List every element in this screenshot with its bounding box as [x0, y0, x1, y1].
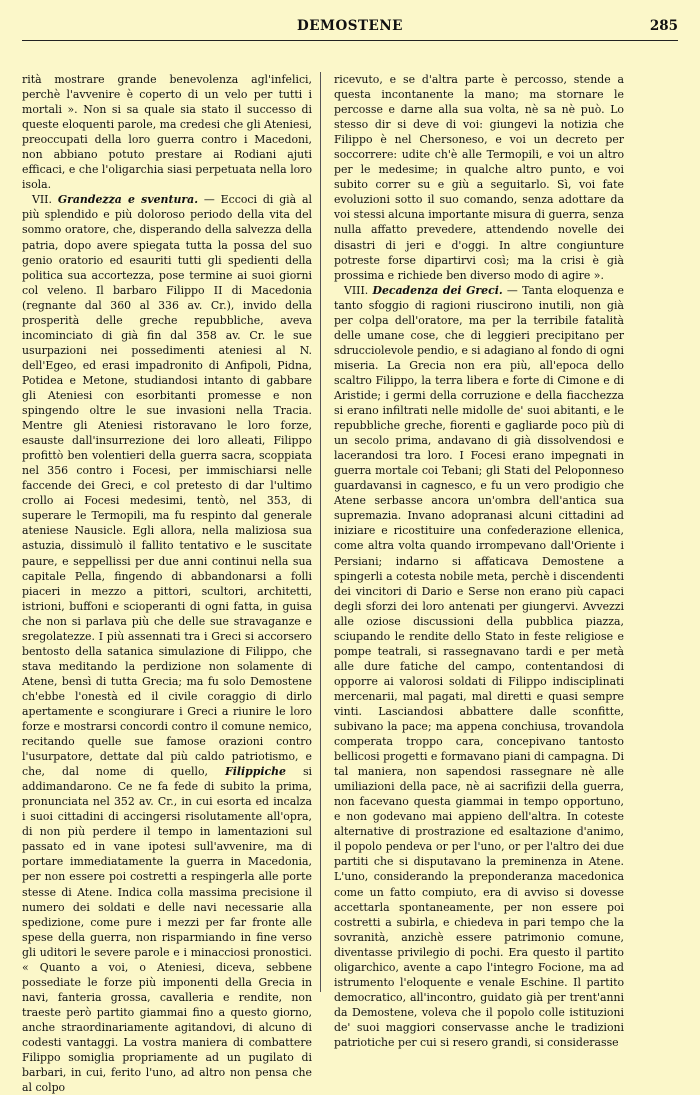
paragraph-text: si addimandarono. Ce ne fa fede di subito la prima, pronunciata nel 352 av. Cr., in cui esorta ed incalza i suoi cittadini di accingersi risolutamente all'opra, di non più perdere il tempo in lamentazioni sul passato ed in vane ipotesi sull'avvenire, ma di portare immediatamente la guerra in Macedonia, per non essere poi costretti a respingerla alle porte stesse di Atene. Indica colla massima precisione il numero dei soldati e delle navi necessarie alla spedizione, come pure i mezzi per far fronte alle spese della guerra, non risparmiando in fine verso gli uditori le severe parole e i minacciosi pronostici. « Quanto a voi, o Ateniesi, diceva, sebbene possediate le forze più imponenti della Grecia in navi, fanteria grossa, cavalleria e rendite, non traeste però partito giammai fino a questo giorno, anche straordinariamente agitandovi, di alcuno di codesti vantaggi. La vostra maniera di combattere Filippo somiglia propriamente ad un pugilato di barbari, in cui, ferito l'uno, ad altro non pensa che al colpo [22, 765, 313, 1095]
page-header [22, 18, 678, 41]
paragraph-text: ricevuto, e se d'altra parte è percosso, stende a questa incontanente la mano; ma stornare le percosse e darne alla sua volta, nè sa nè può. Lo stesso dir si deve di voi: giungevi la notizia che Filippo è nel Chersoneso, e voi un decreto per soccorrere: udite ch'è alle Termopili, e voi un altro per le medesime; in qualche altro punto, e voi subito correr su e giù a seguitarlo. Sì, voi fate evoluzioni sotto il suo comando, senza adottare da voi stessi alcuna importante misura di guerra, senza nulla affatto prevedere, attendendo novelle dei disastri di jeri e d'oggi. In altre congiunture potreste forse dipartirvi così; ma la crisi è già prossima e richiede ben diverso modo di agire ». [334, 73, 624, 282]
paragraph-text: — Eccoci di già al più splendido e più doloroso periodo della vita del sommo oratore, che, disperando della salvezza della patria, dopo avere spiegata tutta la possa del suo genio oratorio ed esauriti tutti gli spedienti della politica sua accortezza, pose termine ai suoi giorni col veleno. Il barbaro Filippo II di Macedonia (regnante dal 360 al 336 av. Cr.), invido della prosperità delle greche repubbliche, aveva incominciato di già fin dal 358 av. Cr. le sue usurpazioni nei possedimenti ateniesi al N. dell'Egeo, ed erasi impadronito di Anfipoli, Pidna, Potidea e Metone, studiandosi intanto di gabbare gli Ateniesi con esorbitanti promesse e non spingendo oltre le sue invasioni nella Tracia. Mentre gli Ateniesi ristoravano le loro forze, esauste dall'insurrezione dei loro alleati, Filippo profittò ben volentieri della guerra sacra, scoppiata nel 356 contro i Focesi, per immischiarsi nelle faccende dei Greci, e col pretesto di dar l'ultimo crollo ai Focesi medesimi, tentò, nel 353, di superare le Termopili, ma fu respinto dal generale ateniese Nausicle. Egli allora, nella maliziosa sua astuzia, dissimulò il fallito tentativo e le suscitate paure, e seppellissi per due anni continui nella sua capitale Pella, fingendo di abbandonarsi a folli piaceri in mezzo a pittori, scultori, architetti, istrioni, buffoni e scioperanti di ogni fatta, in guisa che non si parlava più che delle sue stravaganze e sregolatezze. I più assennati tra i Greci si accorsero bentosto della satanica simulazione di Filippo, che stava meditando la perdizione non solamente di Atene, bensì di tutta Grecia; ma fu solo Demostene ch'ebbe l'onestà ed il civile coraggio di dirlo apertamente e scongiurare i Greci a riunire le loro forze e mostrarsi concordi contro il comune nemico, recitando quelle sue famose orazioni contro l'usurpatore, dettate dal più caldo patriotismo, e che, dal nome di quello, [22, 193, 312, 779]
section-title: Decadenza dei Greci. [372, 283, 503, 297]
right-column [334, 72, 624, 1049]
section-paragraph [22, 192, 312, 1095]
paragraph [22, 72, 312, 192]
column-divider [320, 72, 321, 992]
section-paragraph [334, 283, 624, 1050]
paragraph [334, 72, 624, 283]
paragraph-text: — Tanta eloquenza e tanto sfoggio di ragioni riuscirono inutili, non già per colpa dell'oratore, ma per la terribile fatalità delle umane cose, che di leggieri precipitano per sdrucciolevole pendio, e si adagiano al fondo di ogni miseria. La Grecia non era più, all'epoca dello scaltro Filippo, la terra libera e forte di Cimone e di Aristide; i germi della corruzione e della fiacchezza si erano infiltrati nelle midolle de' suoi abitanti, e le repubbliche greche, fiorenti e gagliarde poco più di un secolo prima, andavano di già dissolvendosi e lacerandosi tra loro. I Focesi erano impegnati in guerra mortale coi Tebani; gli Stati del Peloponneso guardavansi in cagnesco, e fu un vero prodigio che Atene serbasse ancora un'ombra dell'antica sua supremazia. Invano adopranasi alcuni cittadini ad iniziare e ricostituire una confederazione ellenica, come altra volta quando irrompevano dall'Oriente i Persiani; indarno si affaticava Demostene a spingerli a cotesta nobile meta, perchè i discendenti dei vincitori di Dario e Serse non erano più capaci degli sforzi dei loro antenati per giungervi. Avvezzi alle oziose discussioni della pubblica piazza, sciupando le rendite dello Stato in feste religiose e pompe teatrali, si rassegnavano tardi e per metà alle dure fatiche del campo, contentandosi di opporre ai valorosi soldati di Filippo indisciplinati mercenarii, mal pagati, mal diretti e quasi sempre vinti. Lasciandosi abbattere dalle sconfitte, subivano la pace; ma appena conchiusa, trovandola comperata troppo cara, concepivano tantosto bellicosi progetti e formavano piani di campagna. Di tal maniera, non sapendosi rassegnare nè alle umiliazioni della pace, nè ai sacrifizii della guerra, non facevano questa giammai in tempo opportuno, e non godevano mai appieno dell'altra. In coteste alternative di prostrazione ed esaltazione d'animo, il popolo pendeva or per l'uno, or per l'altro dei due partiti che si disputavano la preminenza in Atene. L'uno, considerando la preponderanza macedonica come un fatto compiuto, era di avviso si dovesse accettarla spontaneamente, per non essere poi costretti a subirla, e chiedeva in pari tempo che la sovranità, anzichè essere patrimonio comune, diventasse privilegio di pochi. Era questo il partito oligarchico, avente a capo l'integro Focione, ma ad istrumento l'eloquente e venale Eschine. Il partito democratico, all'incontro, guidato già per trent'anni da Demostene, voleva che il popolo colle istituzioni de' suoi maggiori conservasse anche le tradizioni patriotiche per cui si resero grandi, si considerasse [334, 283, 624, 1049]
running-head: DEMOSTENE [297, 18, 403, 34]
paragraph-text: rità mostrare grande benevolenza agl'infelici, perchè l'avvenire è coperto di un velo per tutti i mortali ». Non si sa quale sia stato il successo di queste eloquenti parole, ma credesi che gli Ateniesi, preoccupati della loro guerra contro i Macedoni, non abbiano potuto prestare ai Rodiani ajuti efficaci, e che l'oligarchia siasi perpetuata nella loro isola. [22, 73, 313, 192]
section-number: VIII. [344, 283, 369, 297]
section-number: VII. [32, 193, 52, 207]
emphasized-term: Filippiche [224, 765, 286, 779]
page-number: 285 [649, 18, 678, 34]
left-column [22, 72, 313, 1095]
section-title: Grandezza e sventura. [57, 193, 199, 207]
